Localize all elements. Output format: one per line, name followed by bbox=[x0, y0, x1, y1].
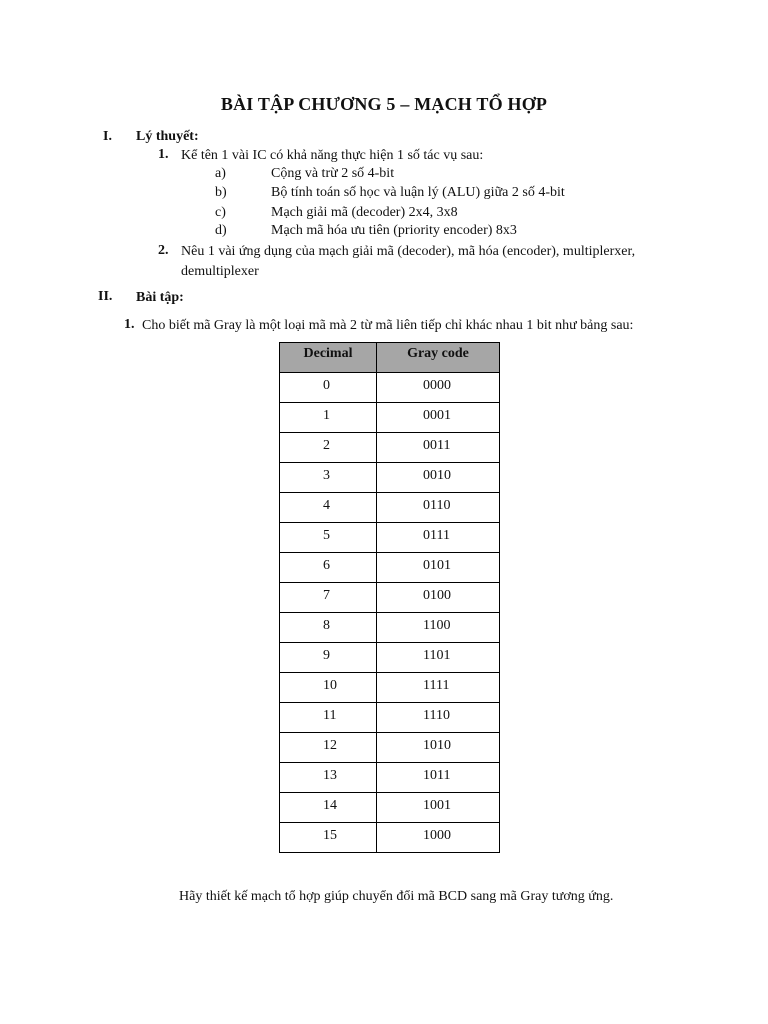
subitem-c-text: Mạch giải mã (decoder) 2x4, 3x8 bbox=[271, 205, 458, 220]
exercise-instruction: Hãy thiết kế mạch tổ hợp giúp chuyển đổi mã BCD sang mã Gray tương ứng. bbox=[179, 889, 614, 904]
section-1-item-2-line-2: demultiplexer bbox=[181, 264, 259, 279]
table-body bbox=[280, 373, 500, 853]
decimal-cell: 13 bbox=[280, 763, 377, 793]
gray-code-table bbox=[279, 342, 500, 853]
decimal-cell: 7 bbox=[280, 583, 377, 613]
decimal-cell: 12 bbox=[280, 733, 377, 763]
decimal-cell: 14 bbox=[280, 793, 377, 823]
table-row bbox=[280, 673, 500, 703]
table-row bbox=[280, 553, 500, 583]
gray-code-cell: 1111 bbox=[377, 673, 500, 703]
section-1-number: I. bbox=[103, 129, 112, 144]
decimal-cell: 3 bbox=[280, 463, 377, 493]
gray-code-cell: 1001 bbox=[377, 793, 500, 823]
section-2-item-1-text: Cho biết mã Gray là một loại mã mà 2 từ mã liên tiếp chỉ khác nhau 1 bit như bảng sau: bbox=[142, 318, 634, 333]
subitem-a-text: Cộng và trừ 2 số 4-bit bbox=[271, 166, 395, 181]
table-row bbox=[280, 373, 500, 403]
decimal-cell: 10 bbox=[280, 673, 377, 703]
decimal-cell: 6 bbox=[280, 553, 377, 583]
section-1-item-2-number: 2. bbox=[158, 243, 169, 258]
gray-code-cell: 1101 bbox=[377, 643, 500, 673]
decimal-cell: 0 bbox=[280, 373, 377, 403]
gray-code-cell: 1011 bbox=[377, 763, 500, 793]
subitem-a-label: a) bbox=[215, 166, 226, 181]
table-row bbox=[280, 493, 500, 523]
table-row bbox=[280, 763, 500, 793]
gray-code-cell: 0111 bbox=[377, 523, 500, 553]
table-row bbox=[280, 523, 500, 553]
table-row bbox=[280, 703, 500, 733]
table-row bbox=[280, 403, 500, 433]
decimal-cell: 15 bbox=[280, 823, 377, 853]
gray-code-cell: 0010 bbox=[377, 463, 500, 493]
table-header-row bbox=[280, 343, 500, 373]
section-1-item-2-line-1: Nêu 1 vài ứng dụng của mạch giải mã (decoder), mã hóa (encoder), multiplerxer, bbox=[181, 244, 636, 259]
header-gray-code: Gray code bbox=[377, 343, 500, 373]
table-row bbox=[280, 613, 500, 643]
section-1-item-1-text: Kể tên 1 vài IC có khả năng thực hiện 1 số tác vụ sau: bbox=[181, 148, 484, 163]
table-row bbox=[280, 463, 500, 493]
gray-code-cell: 1000 bbox=[377, 823, 500, 853]
decimal-cell: 8 bbox=[280, 613, 377, 643]
section-1-heading: Lý thuyết: bbox=[136, 129, 199, 144]
table-row bbox=[280, 433, 500, 463]
section-2-item-1-number: 1. bbox=[124, 317, 135, 332]
decimal-cell: 1 bbox=[280, 403, 377, 433]
subitem-d-label: d) bbox=[215, 223, 227, 238]
subitem-c-label: c) bbox=[215, 205, 226, 220]
section-2-heading: Bài tập: bbox=[136, 290, 184, 305]
decimal-cell: 2 bbox=[280, 433, 377, 463]
decimal-cell: 11 bbox=[280, 703, 377, 733]
header-decimal: Decimal bbox=[280, 343, 377, 373]
gray-code-cell: 0110 bbox=[377, 493, 500, 523]
subitem-b-text: Bộ tính toán số học và luận lý (ALU) giữa 2 số 4-bit bbox=[271, 185, 565, 200]
page-title: BÀI TẬP CHƯƠNG 5 – MẠCH TỔ HỢP bbox=[220, 94, 548, 114]
gray-code-cell: 0011 bbox=[377, 433, 500, 463]
gray-code-cell: 0101 bbox=[377, 553, 500, 583]
gray-code-cell: 0100 bbox=[377, 583, 500, 613]
table-row bbox=[280, 643, 500, 673]
table-row bbox=[280, 793, 500, 823]
decimal-cell: 9 bbox=[280, 643, 377, 673]
section-1-item-1-number: 1. bbox=[158, 147, 169, 162]
section-2-number: II. bbox=[98, 289, 113, 304]
gray-code-cell: 1100 bbox=[377, 613, 500, 643]
decimal-cell: 4 bbox=[280, 493, 377, 523]
gray-code-cell: 1010 bbox=[377, 733, 500, 763]
table-row bbox=[280, 733, 500, 763]
subitem-b-label: b) bbox=[215, 185, 227, 200]
gray-code-cell: 1110 bbox=[377, 703, 500, 733]
gray-code-cell: 0001 bbox=[377, 403, 500, 433]
gray-code-cell: 0000 bbox=[377, 373, 500, 403]
subitem-d-text: Mạch mã hóa ưu tiên (priority encoder) 8x3 bbox=[271, 223, 517, 238]
decimal-cell: 5 bbox=[280, 523, 377, 553]
table-row bbox=[280, 583, 500, 613]
table-row bbox=[280, 823, 500, 853]
